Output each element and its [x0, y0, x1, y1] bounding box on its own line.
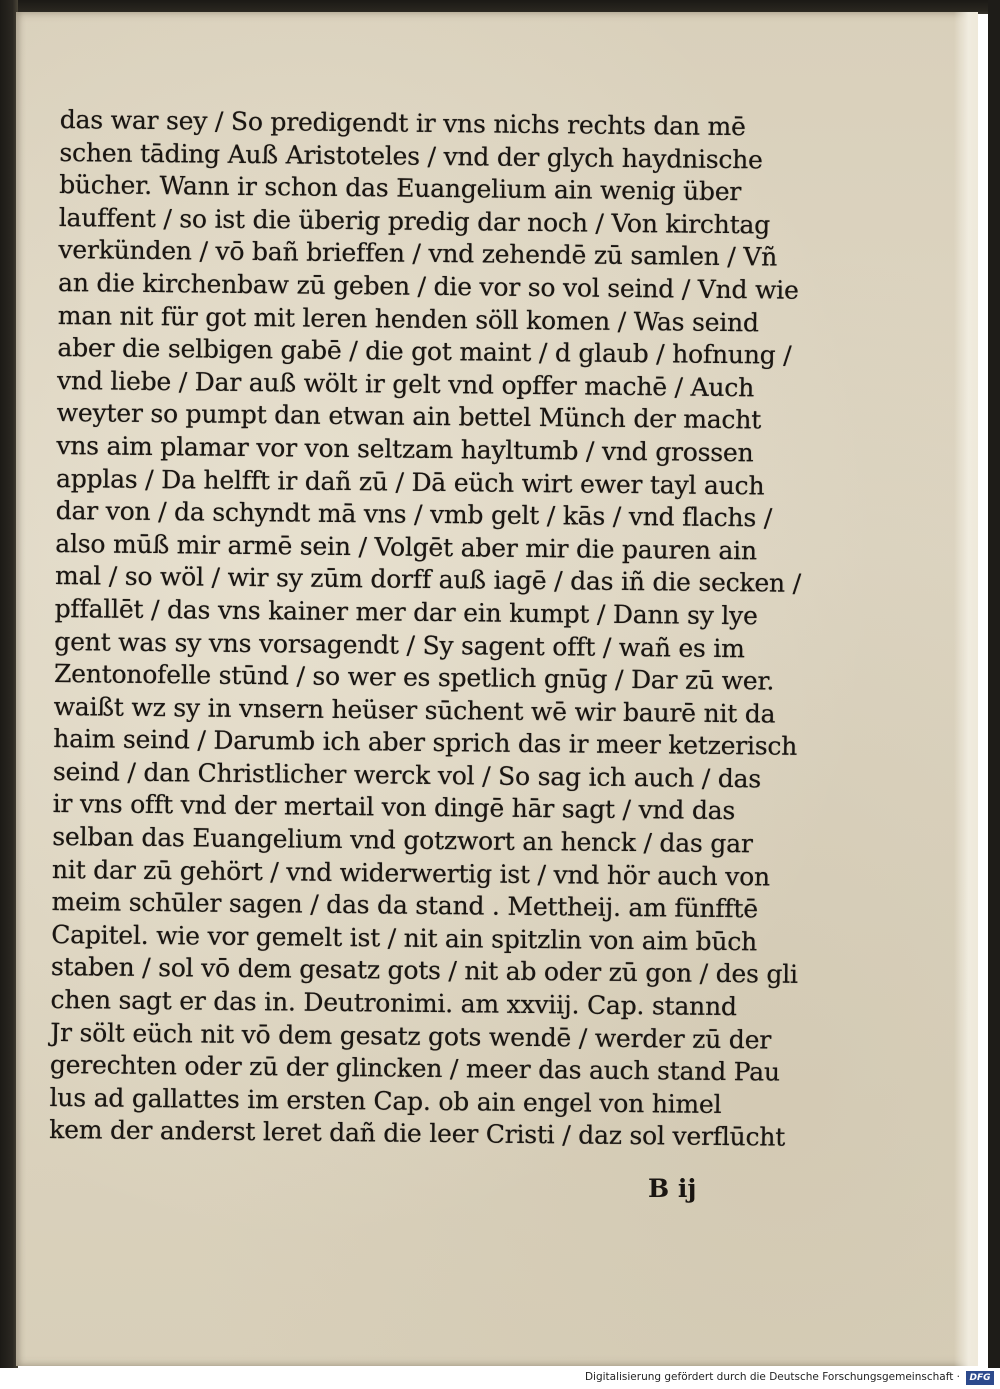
text-line: bücher. Wann ir schon das Euangelium ain wenig über	[59, 170, 742, 207]
text-line: lus ad gallattes im ersten Cap. ob ain engel von himel	[49, 1082, 722, 1119]
text-line: mal / so wöl / wir sy zūm dorff auß iagē / das iñ die secken /	[54, 561, 802, 599]
text-line: Zentonofelle stūnd / so wer es spetlich gnūg / Dar zū wer.	[53, 659, 775, 696]
text-line: man nit für got mit leren henden söll komen / Was seind	[57, 300, 759, 337]
text-line: selban das Euangelium vnd gotzwort an henck / das gar	[52, 822, 753, 859]
text-line: Capitel. wie vor gemelt ist / nit ain spitzlin von aim būch	[51, 919, 758, 957]
book-page	[16, 12, 978, 1366]
text-line: meim schūler sagen / das da stand . Mettheij. am fünfftē	[51, 887, 759, 924]
text-line: an die kirchenbaw zū geben / die vor so vol seind / Vnd wie	[57, 267, 799, 305]
text-line: applas / Da helfft ir dañ zū / Dā eüch wirt ewer tayl auch	[55, 463, 765, 500]
page-fold-highlight	[954, 12, 978, 1366]
text-line: verkünden / vō bañ brieffen / vnd zehendē zū samlen / Vñ	[58, 235, 778, 272]
dfg-logo: DFG	[966, 1371, 994, 1385]
text-line: waißt wz sy in vnsern heüser sūchent wē wir baurē nit da	[53, 691, 776, 729]
text-line: vns aim plamar vor von seltzam hayltumb / vnd grossen	[56, 430, 754, 468]
text-line: also mūß mir armē sein / Volgēt aber mir die pauren ain	[55, 528, 757, 566]
footer-bar	[0, 1368, 1000, 1389]
text-line: gent was sy vns vorsagendt / Sy sagent offt / wañ es im	[54, 626, 745, 663]
funding-credit: Digitalisierung gefördert durch die Deutsche Forschungsgemeinschaft ·	[584, 1371, 960, 1383]
text-line: das war sey / So predigendt ir vns nichs rechts dan mē	[59, 104, 746, 142]
text-line: pffallēt / das vns kainer mer dar ein kumpt / Dann sy lye	[54, 593, 758, 631]
text-line: seind / dan Christlicher werck vol / So sag ich auch / das	[52, 756, 762, 794]
scanner-edge-right	[988, 0, 1000, 1368]
text-line: ir vns offt vnd der mertail von dingē hār sagt / vnd das	[52, 789, 736, 826]
text-line: kem der anderst leret dañ die leer Cristi / daz sol verflūcht	[49, 1115, 786, 1153]
text-line: haim seind / Darumb ich aber sprich das ir meer ketzerisch	[53, 724, 798, 762]
text-line: staben / sol vō dem gesatz gots / nit ab oder zū gon / des gli	[50, 952, 798, 990]
text-line: weyter so pumpt dan etwan ain bettel Münch der macht	[56, 398, 762, 435]
text-line: gerechten oder zū der glincken / meer das auch stand Pau	[49, 1050, 780, 1087]
signature-mark: B ij	[648, 1174, 697, 1203]
text-line: Jr sölt eüch nit vō dem gesatz gots wendē / werder zū der	[50, 1017, 772, 1055]
text-line: aber die selbigen gabē / die got maint / d glaub / hofnung /	[57, 333, 792, 370]
text-line: schen tāding Auß Aristoteles / vnd der glych haydnische	[59, 137, 763, 174]
text-line: vnd liebe / Dar auß wölt ir gelt vnd opffer machē / Auch	[56, 365, 755, 403]
text-line: dar von / da schyndt mā vns / vmb gelt / kās / vnd flachs /	[55, 496, 773, 533]
text-line: nit dar zū gehört / vnd widerwertig ist / vnd hör auch von	[51, 854, 771, 892]
text-line: lauffent / so ist die überig predig dar noch / Von kirchtag	[58, 202, 771, 240]
text-line: chen sagt er das in. Deutronimi. am xxviij. Cap. stannd	[50, 984, 737, 1022]
page-text-block	[49, 104, 820, 1155]
